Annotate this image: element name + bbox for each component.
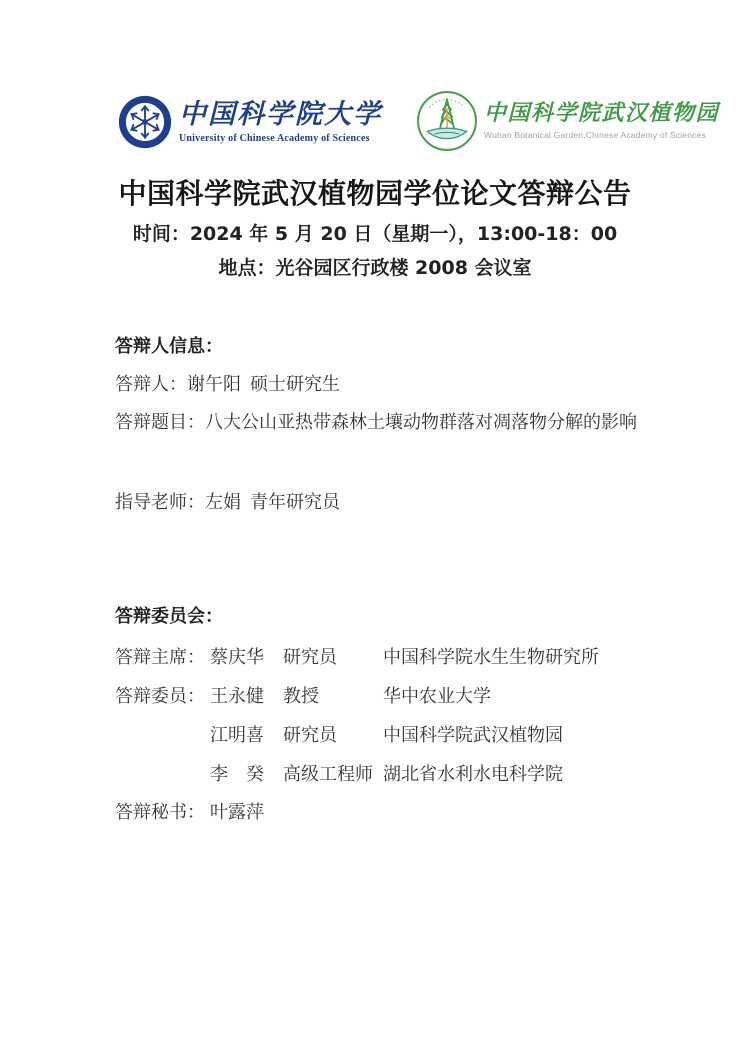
committee-member-org: 中国科学院水生生物研究所	[383, 647, 599, 667]
ucas-logo-text	[179, 100, 382, 144]
committee-member-name: 叶露萍	[210, 802, 264, 822]
ucas-emblem-icon	[117, 94, 173, 150]
header-logos	[0, 90, 750, 164]
committee-member-name: 王永健	[210, 686, 264, 706]
ucas-logo-en: University of Chinese Academy of Sciences	[179, 132, 370, 144]
committee-role: 答辩委员：	[115, 686, 205, 706]
page-title: 中国科学院武汉植物园学位论文答辩公告	[118, 177, 632, 210]
committee-member-title: 高级工程师	[283, 764, 373, 784]
wbg-logo	[416, 90, 719, 152]
committee-member-title: 研究员	[283, 647, 337, 667]
defendant-name-line: 答辩人：谢午阳 硕士研究生	[115, 374, 340, 394]
wbg-logo-text	[484, 102, 719, 139]
committee-member-name: 江明喜	[210, 725, 264, 745]
wbg-logo-en: Wuhan Botanical Garden,Chinese Academy of Sciences	[484, 129, 706, 140]
ucas-logo-cn: 中国科学院大学	[179, 99, 382, 131]
committee-role: 答辩主席：	[115, 647, 205, 667]
committee-member-org: 湖北省水利水电科学院	[383, 764, 563, 784]
committee-member-title: 研究员	[283, 725, 337, 745]
ucas-logo	[117, 94, 382, 150]
wbg-emblem-icon	[416, 90, 478, 152]
defendant-section-title: 答辩人信息：	[115, 336, 223, 357]
defense-time: 时间：2024 年 5 月 20 日（星期一），13:00-18：00	[132, 223, 618, 245]
defense-location: 地点：光谷园区行政楼 2008 会议室	[218, 257, 532, 279]
defense-topic-line: 答辩题目：八大公山亚热带森林土壤动物群落对凋落物分解的影响	[115, 412, 637, 432]
committee-row	[0, 682, 750, 708]
committee-row	[0, 760, 750, 786]
committee-row	[0, 721, 750, 747]
committee-member-name: 李 癸	[210, 764, 264, 784]
committee-member-org: 华中农业大学	[383, 686, 491, 706]
committee-role: 答辩秘书：	[115, 802, 205, 822]
supervisor-line: 指导老师：左娟 青年研究员	[115, 492, 340, 512]
committee-row	[0, 798, 750, 824]
committee-member-name: 蔡庆华	[210, 647, 264, 667]
committee-member-org: 中国科学院武汉植物园	[383, 725, 563, 745]
wbg-logo-cn: 中国科学院武汉植物园	[484, 101, 720, 127]
committee-member-title: 教授	[283, 686, 319, 706]
committee-section-title: 答辩委员会：	[115, 606, 223, 627]
committee-row	[0, 643, 750, 669]
